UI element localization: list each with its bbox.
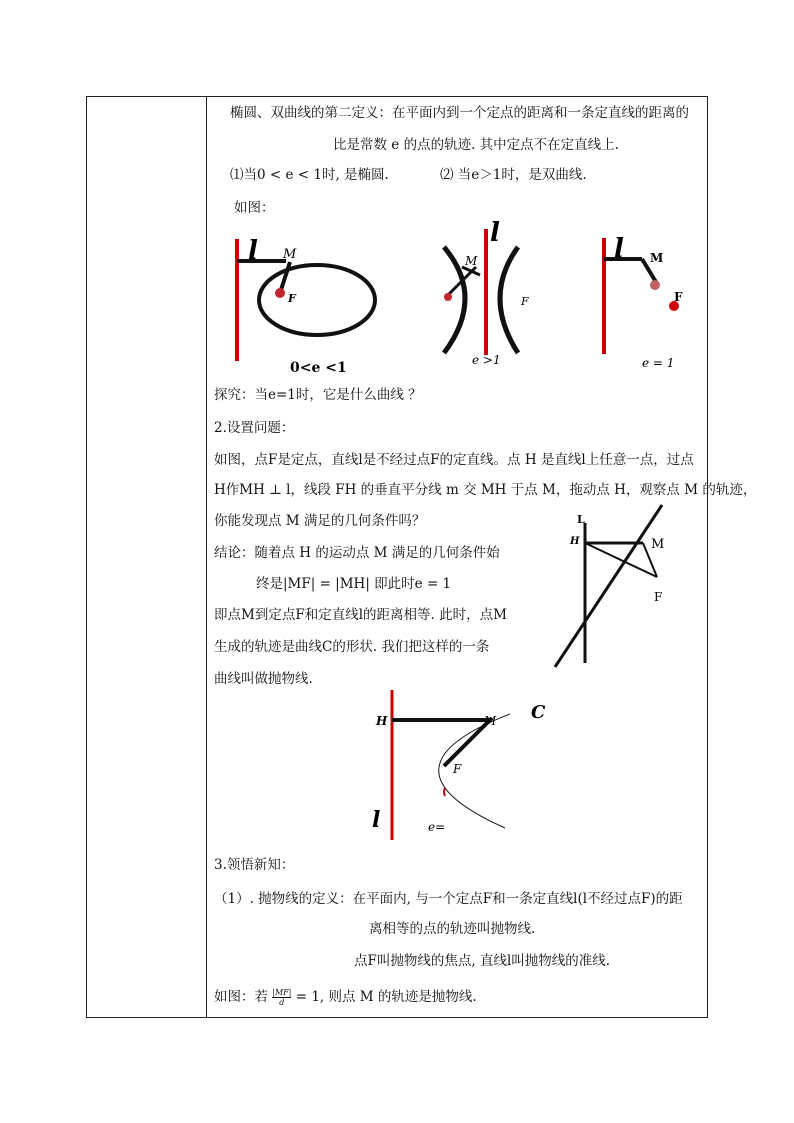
label-h: H — [376, 714, 388, 728]
section2-paragraph2: H作MH ⊥ l，线段 FH 的垂直平分线 m 交 MH 于点 M，拖动点 H，观察点 M 的轨迹， — [214, 482, 757, 498]
focus-point — [444, 293, 452, 301]
definition-line2: 比是常数 e 的点的轨迹. 其中定点不在定直线上. — [333, 137, 619, 153]
hyperbola-caption: e >1 — [472, 353, 501, 367]
conclusion-line1: 结论：随着点 H 的运动点 M 满足的几何条件始 — [214, 545, 500, 561]
hyperbola-figure — [430, 215, 560, 370]
section2-paragraph1: 如图，点F是定点，直线l是不经过点F的定直线。点 H 是直线l上任意一点，过点 — [214, 452, 694, 468]
label-h: H — [570, 536, 580, 547]
line-label-l: l — [490, 218, 500, 248]
as-figure-label: 如图： — [234, 200, 275, 216]
point-label-f: F — [674, 290, 683, 304]
conclusion-line2: 终是|MF| = |MH| 即此时e = 1 — [256, 576, 452, 592]
perpendicular-bisector — [555, 505, 665, 667]
fraction-numerator: |MF| — [272, 988, 292, 997]
point-label-m: M — [283, 247, 297, 262]
focus-point — [275, 288, 285, 298]
parabola-definition-line2: 离相等的点的轨迹叫抛物线. — [369, 921, 536, 937]
point-label-m: M — [650, 251, 664, 265]
ellipse-curve — [259, 265, 375, 335]
focus-mark — [444, 788, 445, 796]
label-m: M — [484, 714, 497, 728]
section3-heading: 3.领悟新知： — [214, 857, 295, 873]
column-divider — [206, 96, 207, 1018]
label-c: C — [531, 702, 546, 723]
parabola-definition-line1: （1）. 抛物线的定义：在平面内, 与一个定点F和一条定直线l(l不经过点F)的距 — [214, 891, 683, 907]
section2-paragraph3: 你能发现点 M 满足的几何条件吗？ — [214, 513, 426, 529]
hyperbola-right-branch — [500, 247, 518, 353]
case-ellipse: ⑴当0 < e < 1时, 是椭圆. — [230, 167, 389, 183]
segment-hf — [585, 543, 657, 577]
ellipse-caption: 0<e <1 — [290, 360, 347, 376]
label-f: F — [453, 762, 462, 776]
conclusion-line5: 曲线叫做抛物线. — [214, 671, 313, 687]
label-m: M — [651, 537, 665, 552]
label-l: L — [577, 513, 585, 526]
section2-heading: 2.设置问题： — [214, 420, 295, 436]
construction-figure — [550, 505, 680, 670]
line-label-l: l — [614, 234, 624, 264]
point-label-m: M — [465, 254, 478, 268]
parabola-figure — [590, 228, 700, 373]
ratio-statement — [214, 988, 477, 1007]
ratio-suffix: = 1, 则点 M 的轨迹是抛物线. — [295, 989, 477, 1005]
label-e: e= — [428, 820, 446, 834]
point-label-f: F — [288, 292, 296, 305]
label-f: F — [654, 590, 663, 604]
point-label-f: F — [521, 295, 529, 308]
case-hyperbola: ⑵ 当e＞1时，是双曲线. — [440, 167, 587, 183]
parabola-curve — [439, 714, 510, 828]
line-label-l: l — [248, 236, 258, 266]
explore-question: 探究：当e=1时，它是什么曲线 ？ — [214, 387, 422, 403]
conclusion-line3: 即点M到定点F和定直线l的距离相等. 此时，点M — [214, 607, 507, 623]
point-m-dot — [650, 280, 660, 290]
parabola-construction-figure — [370, 688, 550, 848]
label-l: l — [372, 807, 381, 833]
definition-line1: 椭圆、双曲线的第二定义：在平面内到一个定点的距离和一条定直线的距离的 — [230, 105, 689, 121]
parabola-caption: e = 1 — [642, 356, 675, 370]
ratio-fraction — [272, 988, 291, 1007]
ratio-prefix: 如图：若 — [214, 989, 268, 1005]
conclusion-line4: 生成的轨迹是曲线C的形状. 我们把这样的一条 — [214, 639, 490, 655]
ellipse-figure — [220, 225, 390, 380]
fraction-denominator: d — [279, 998, 285, 1007]
focus-directrix-line: 点F叫抛物线的焦点, 直线l叫抛物线的准线. — [354, 953, 611, 969]
